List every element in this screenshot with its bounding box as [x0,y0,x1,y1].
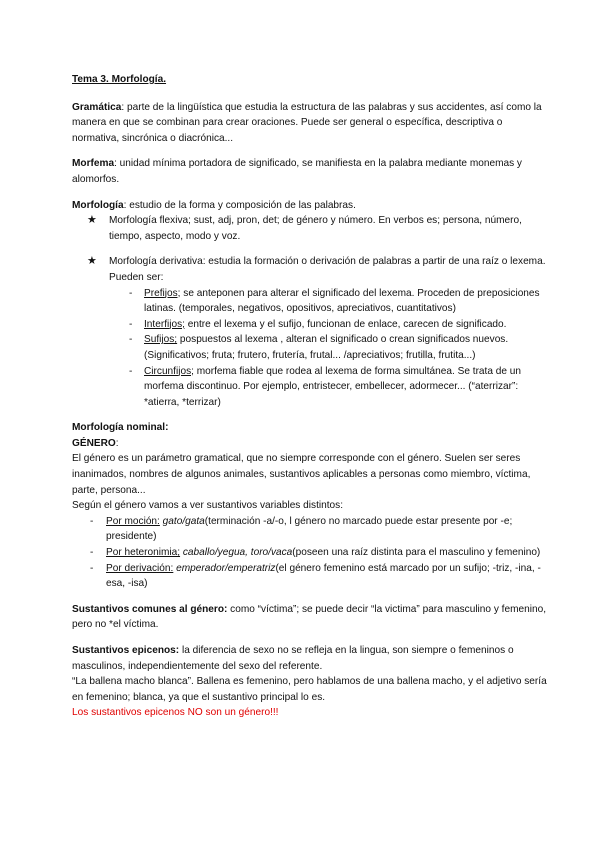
star-bullet-icon: ★ [87,255,97,268]
comunes-text: como “víctima”; se puede decir “la victima” para masculino y femenino, pero no *el víctima. [72,603,547,631]
derivativa-item [72,254,550,285]
dash-bullet: - [129,334,133,346]
dash-bullet: - [90,547,94,559]
comunes-paragraph [72,602,550,633]
variable-item-mocion [72,514,550,545]
epicenos-example: “La ballena macho blanca”. Ballena es femenino, pero hablamos de una ballena macho, y el adjetivo sería en femenino; blanca, ya que el sustantivo principal lo es. [72,676,547,703]
nominal-heading-text: Morfología nominal: [72,422,169,434]
star-bullet-icon: ★ [87,214,97,227]
gramatica-term: Gramática [72,101,122,113]
flexiva-item [72,213,550,244]
affix-item-sufijos [72,332,550,363]
variable-term: Por moción: [106,515,160,527]
comunes-term: Sustantivos comunes al género: [72,603,228,615]
genero-colon: : [115,437,119,449]
affix-text: entre el lexema y el sufijo, funcionan de enlace, carecen de significado. [184,318,507,330]
morfologia-paragraph [72,198,550,214]
dash-bullet: - [129,365,133,377]
dash-bullet: - [129,318,133,330]
morfema-text: : unidad mínima portadora de significado, se manifiesta en la palabra mediante monemas y alomorfos. [72,158,522,185]
affix-item-interfijos [72,317,550,333]
variable-item-derivacion [72,561,550,592]
epicenos-text: la diferencia de sexo no se refleja en la lingua, son siempre o femeninos o masculinos, independientemente del sexo del referente. [72,645,514,672]
affix-item-prefijos [72,286,550,317]
flexiva-text: Morfología flexiva; sust, adj, pron, det; de género y número. En verbos es; persona, número, tiempo, aspecto, modo y voz. [109,215,522,242]
dash-bullet: - [90,515,94,527]
genero-heading [72,436,550,452]
dash-bullet: - [129,287,133,299]
variable-term: Por derivación: [106,562,174,574]
genero-lead: Según el género vamos a ver sustantivos variables distintos: [72,500,343,512]
variable-text: (terminación -a/-o, l género no marcado puede estar presente por -e; presidente) [106,515,513,543]
affix-term: Interfijos; [144,318,185,330]
morfologia-text: : estudio de la forma y composición de las palabras. [123,199,356,211]
derivativa-text: Morfología derivativa: estudia la formación o derivación de palabras a partir de una raíz o lexema. Pueden ser: [109,256,546,283]
affix-text: pospuestos al lexema , alteran el significado o crean significados nuevos. (Significativos; fruta; frutero, frutería, frutal... /apreciativos; frutilla, frutita...) [144,334,509,361]
variable-text: (poseen una raíz distinta para el masculino y femenino) [292,547,541,559]
affix-item-circunfijos [72,364,550,411]
genero-intro: El género es un parámetro gramatical, que no siempre corresponde con el género. Suelen ser seres inanimados, nombres de algunos animales, sustantivos aplicables a personas como miembro, víctima, parte, persona... [72,453,531,496]
affix-term: Sufijos; [144,334,178,346]
affix-term: Circunfijos; [144,365,194,377]
morfema-term: Morfema [72,158,115,170]
epicenos-warning: Los sustantivos epicenos NO son un género!!! [72,707,279,719]
variable-example: emperador/emperatriz [176,562,276,574]
gramatica-text: : parte de la lingüística que estudia la estructura de las palabras y sus accidentes, así como la manera en que se combinan para crear oraciones. Puede ser general o específica, descriptiva o normativa, sincrónica o diacrónica... [72,101,542,144]
variable-term: Por heteronimia; [106,547,181,559]
epicenos-paragraph [72,643,550,674]
affix-text: se anteponen para alterar el significado del lexema. Proceden de preposiciones latinas. (temporales, negativos, opositivos, apreciativos, cuantitativos) [144,287,540,315]
variable-example: gato/gata [162,515,205,527]
variable-item-heteronimia [72,545,550,561]
variable-text: (el género femenino está marcado por un sufijo; -triz, -ina, -esa, -isa) [106,562,541,590]
morfema-paragraph [72,156,550,187]
nominal-heading [72,420,550,436]
variable-example: caballo/yegua, toro/vaca [182,547,293,559]
gramatica-paragraph [72,100,550,147]
affix-text: morfema fiable que rodea al lexema de forma simultánea. Se trata de un morfema discontinuo. Por ejemplo, entristecer, embellecer, adormecer... (“aterrizar”: *atierra, *terrizar) [144,365,522,408]
dash-bullet: - [90,562,94,574]
page-title: Tema 3. Morfología. [72,74,167,85]
affix-term: Prefijos; [144,287,181,299]
genero-heading-text: GÉNERO [72,437,116,449]
epicenos-term: Sustantivos epicenos: [72,645,180,656]
morfologia-term: Morfología [72,199,124,211]
